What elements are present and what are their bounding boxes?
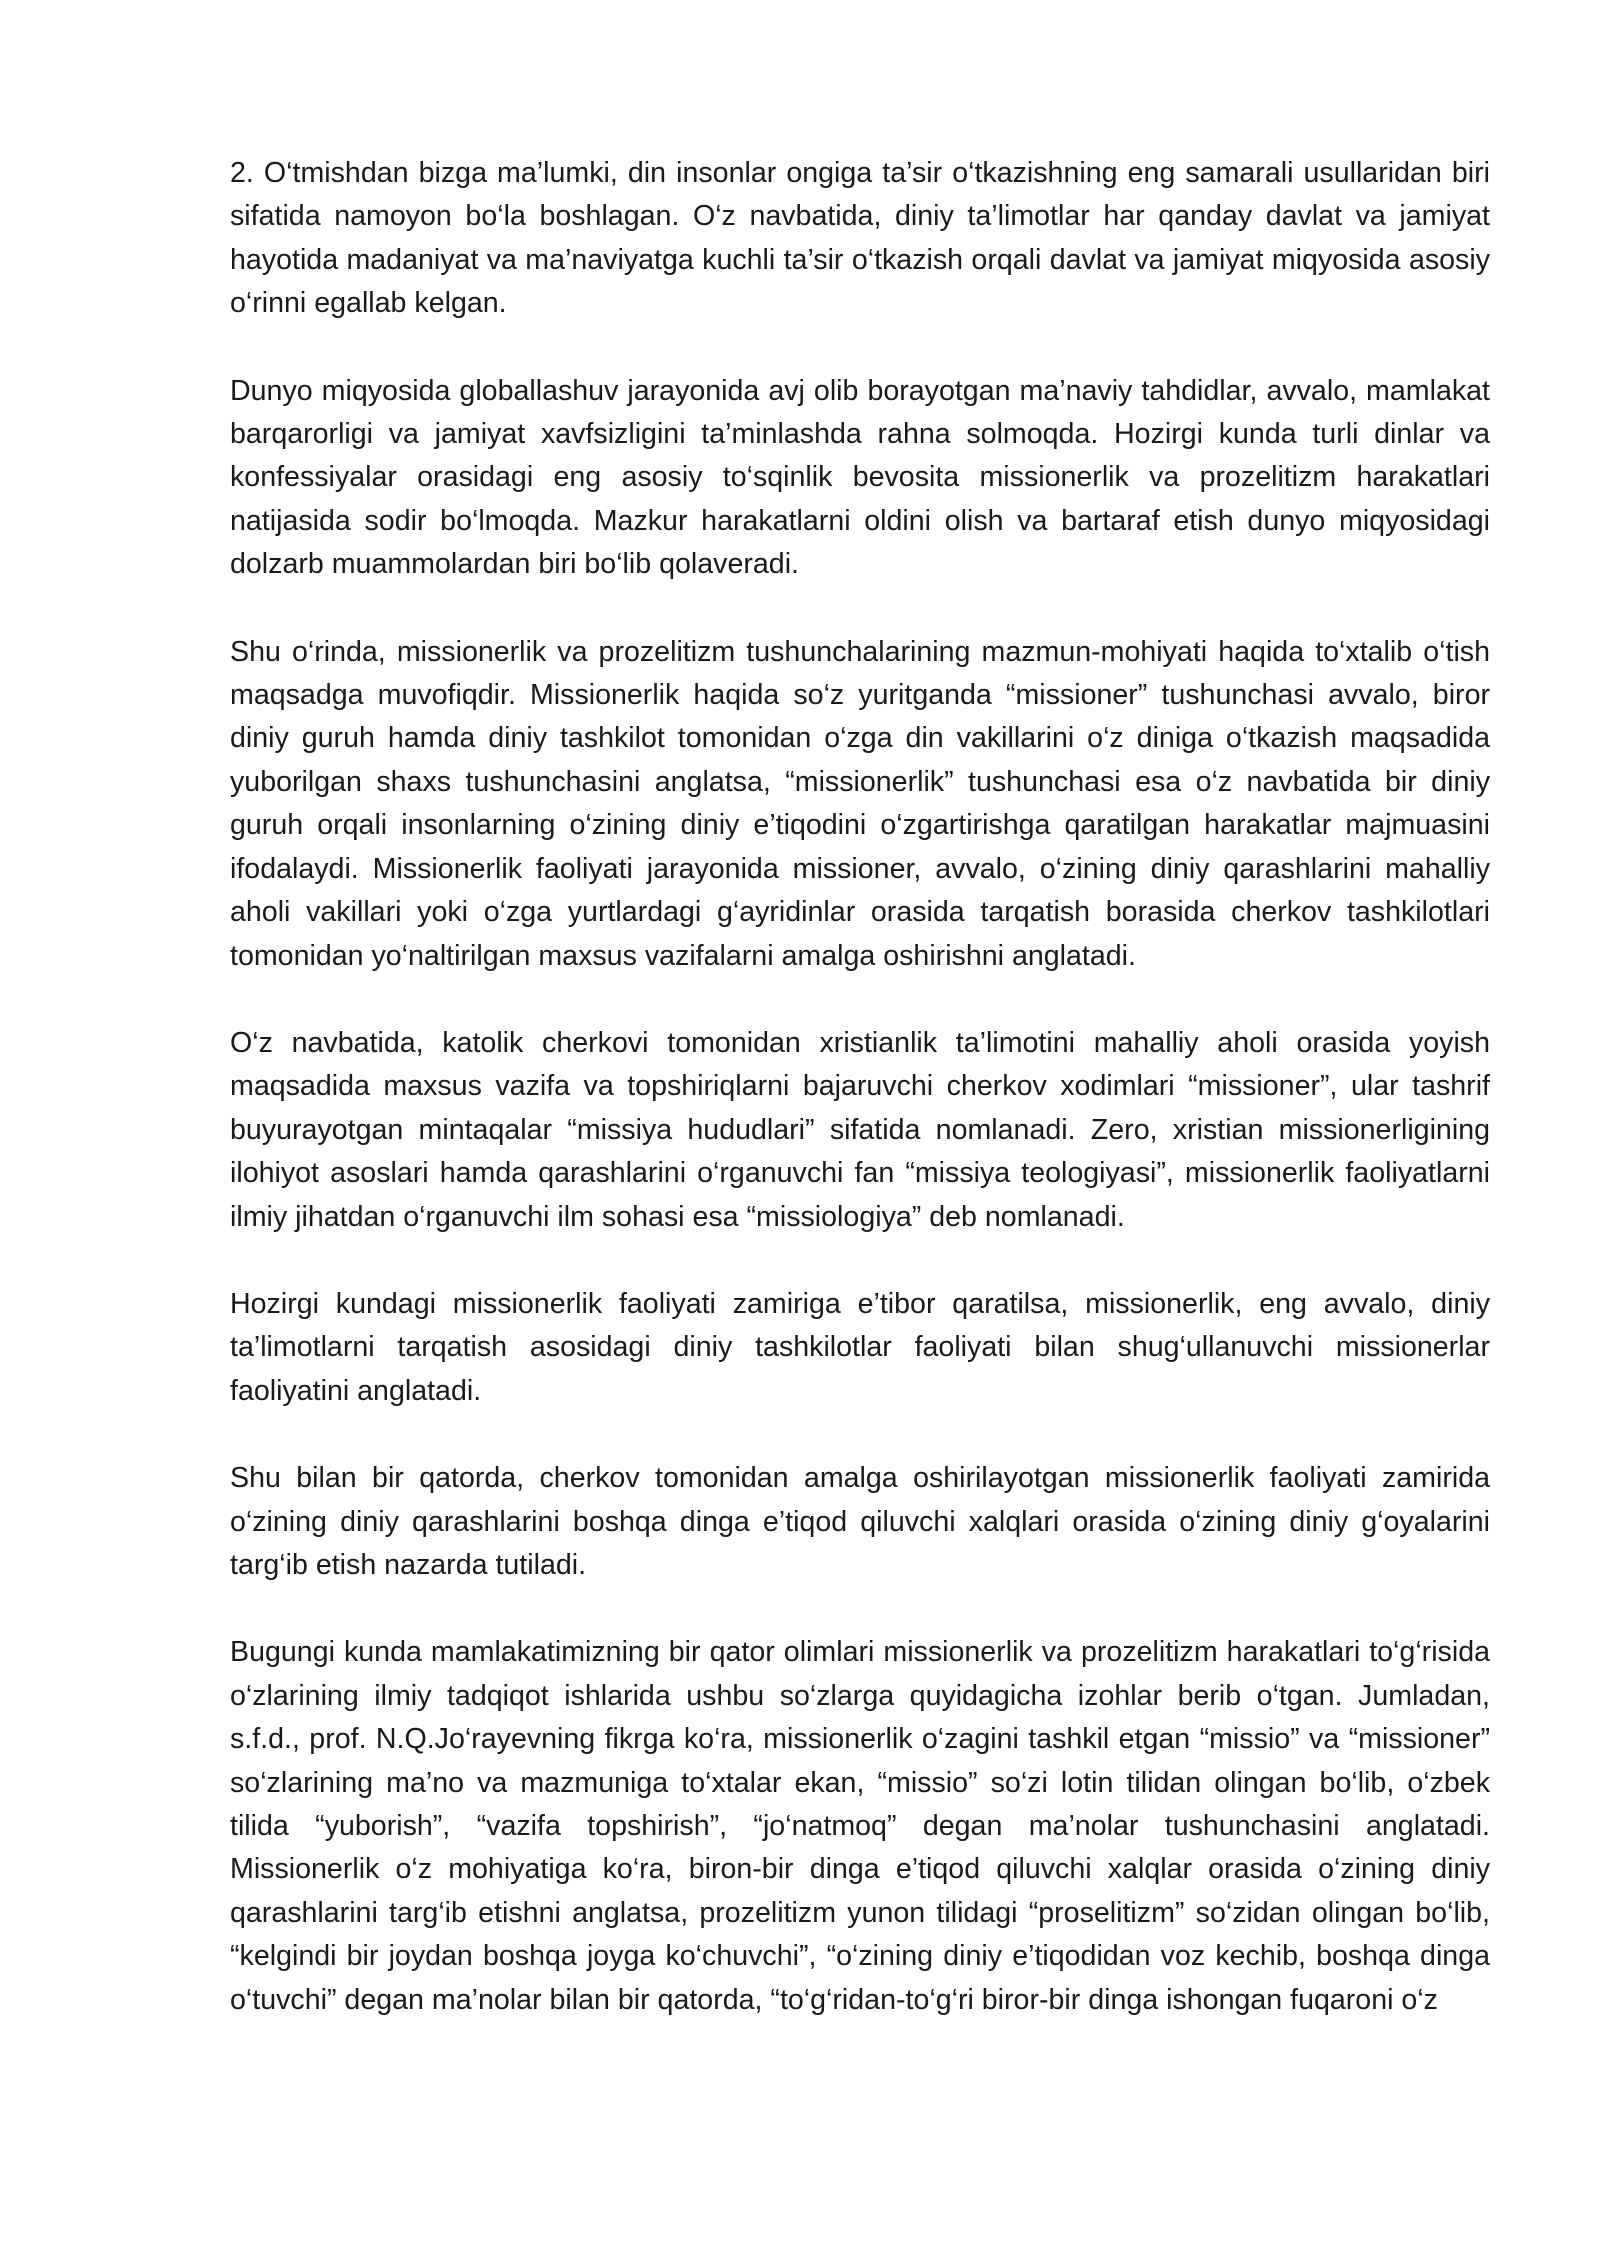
paragraph-3: Shu o‘rinda, missionerlik va prozelitizm tushunchalarining mazmun-mohiyati haqida to‘xtalib o‘tish maqsadga muvofiqdir. Missionerlik haqida so‘z yuritganda “missioner” tushunchasi avvalo, biror diniy guruh hamda diniy tashkilot tomonidan o‘zga din vakillarini o‘z diniga o‘tkazish maqsadida yuborilgan shaxs tushunchasini anglatsa, “missionerlik” tushunchasi esa o‘z navbatida bir diniy guruh orqali insonlarning o‘zining diniy e’tiqodini o‘zgartirishga qaratilgan harakatlar majmuasini ifodalaydi. Missionerlik faoliyati jarayonida missioner, avvalo, o‘zining diniy qarashlarini mahalliy aholi vakillari yoki o‘zga yurtlardagi g‘ayridinlar orasida tarqatish borasida cherkov tashkilotlari tomonidan yo‘naltirilgan maxsus vazifalarni amalga oshirishni anglatadi. xyxy=(230,635,1490,972)
paragraph-4: O‘z navbatida, katolik cherkovi tomonidan xristianlik ta’limotini mahalliy aholi orasida yoyish maqsadida maxsus vazifa va topshiriqlarni bajaruvchi cherkov xodimlari “missioner”, ular tashrif buyurayotgan mintaqalar “missiya hududlari” sifatida nomlanadi. Zero, xristian missionerligining ilohiyot asoslari hamda qarashlarini o‘rganuvchi fan “missiya teologiyasi”, missionerlik faoliyatlarni ilmiy jihatdan o‘rganuvchi ilm sohasi esa “missiologiya” deb nomlanadi. xyxy=(230,1026,1490,1233)
paragraph-7: Bugungi kunda mamlakatimizning bir qator olimlari missionerlik va prozelitizm harakatlari to‘g‘risida o‘zlarining ilmiy tadqiqot ishlarida ushbu so‘zlarga quyidagicha izohlar berib o‘tgan. Jumladan, s.f.d., prof. N.Q.Jo‘rayevning fikrga ko‘ra, missionerlik o‘zagini tashkil etgan “missio” va “missioner” so‘zlarining ma’no va mazmuniga to‘xtalar ekan, “missio” so‘zi lotin tilidan olingan bo‘lib, o‘zbek tilida “yuborish”, “vazifa topshirish”, “jo‘natmoq” degan ma’nolar tushunchasini anglatadi. Missionerlik o‘z mohiyatiga ko‘ra, biron-bir dinga e’tiqod qiluvchi xalqlar orasida o‘zining diniy qarashlarini targ‘ib etishni anglatsa, prozelitizm yunon tilidagi “proselitizm” so‘zidan olingan bo‘lib, “kelgindi bir joydan boshqa joyga ko‘chuvchi”, “o‘zining diniy e’tiqodidan voz kechib, boshqa dinga o‘tuvchi” degan ma’nolar bilan bir qatorda, “to‘g‘ridan-to‘g‘ri biror-bir dinga ishongan fuqaroni o‘z xyxy=(230,1636,1490,2016)
document-page xyxy=(230,152,1490,2022)
paragraph-2: Dunyo miqyosida globallashuv jarayonida avj olib borayotgan ma’naviy tahdidlar, avvalo, mamlakat barqarorligi va jamiyat xavfsizligini ta’minlashda rahna solmoqda. Hozirgi kunda turli dinlar va konfessiyalar orasidagi eng asosiy to‘sqinlik bevosita missionerlik va prozelitizm harakatlari natijasida sodir bo‘lmoqda. Mazkur harakatlarni oldini olish va bartaraf etish dunyo miqyosidagi dolzarb muammolardan biri bo‘lib qolaveradi. xyxy=(230,374,1490,581)
paragraph-5: Hozirgi kundagi missionerlik faoliyati zamiriga e’tibor qaratilsa, missionerlik, eng avvalo, diniy ta’limotlarni tarqatish asosidagi diniy tashkilotlar faoliyati bilan shug‘ullanuvchi missionerlar faoliyatini anglatadi. xyxy=(230,1287,1490,1407)
paragraph-1: 2. O‘tmishdan bizga ma’lumki, din insonlar ongiga ta’sir o‘tkazishning eng samarali usullaridan biri sifatida namoyon bo‘la boshlagan. O‘z navbatida, diniy ta’limotlar har qanday davlat va jamiyat hayotida madaniyat va ma’naviyatga kuchli ta’sir o‘tkazish orqali davlat va jamiyat miqyosida asosiy o‘rinni egallab kelgan. xyxy=(230,157,1490,320)
paragraph-6: Shu bilan bir qatorda, cherkov tomonidan amalga oshirilayotgan missionerlik faoliyati zamirida o‘zining diniy qarashlarini boshqa dinga e’tiqod qiluvchi xalqlari orasida o‘zining diniy g‘oyalarini targ‘ib etish nazarda tutiladi. xyxy=(230,1462,1490,1581)
